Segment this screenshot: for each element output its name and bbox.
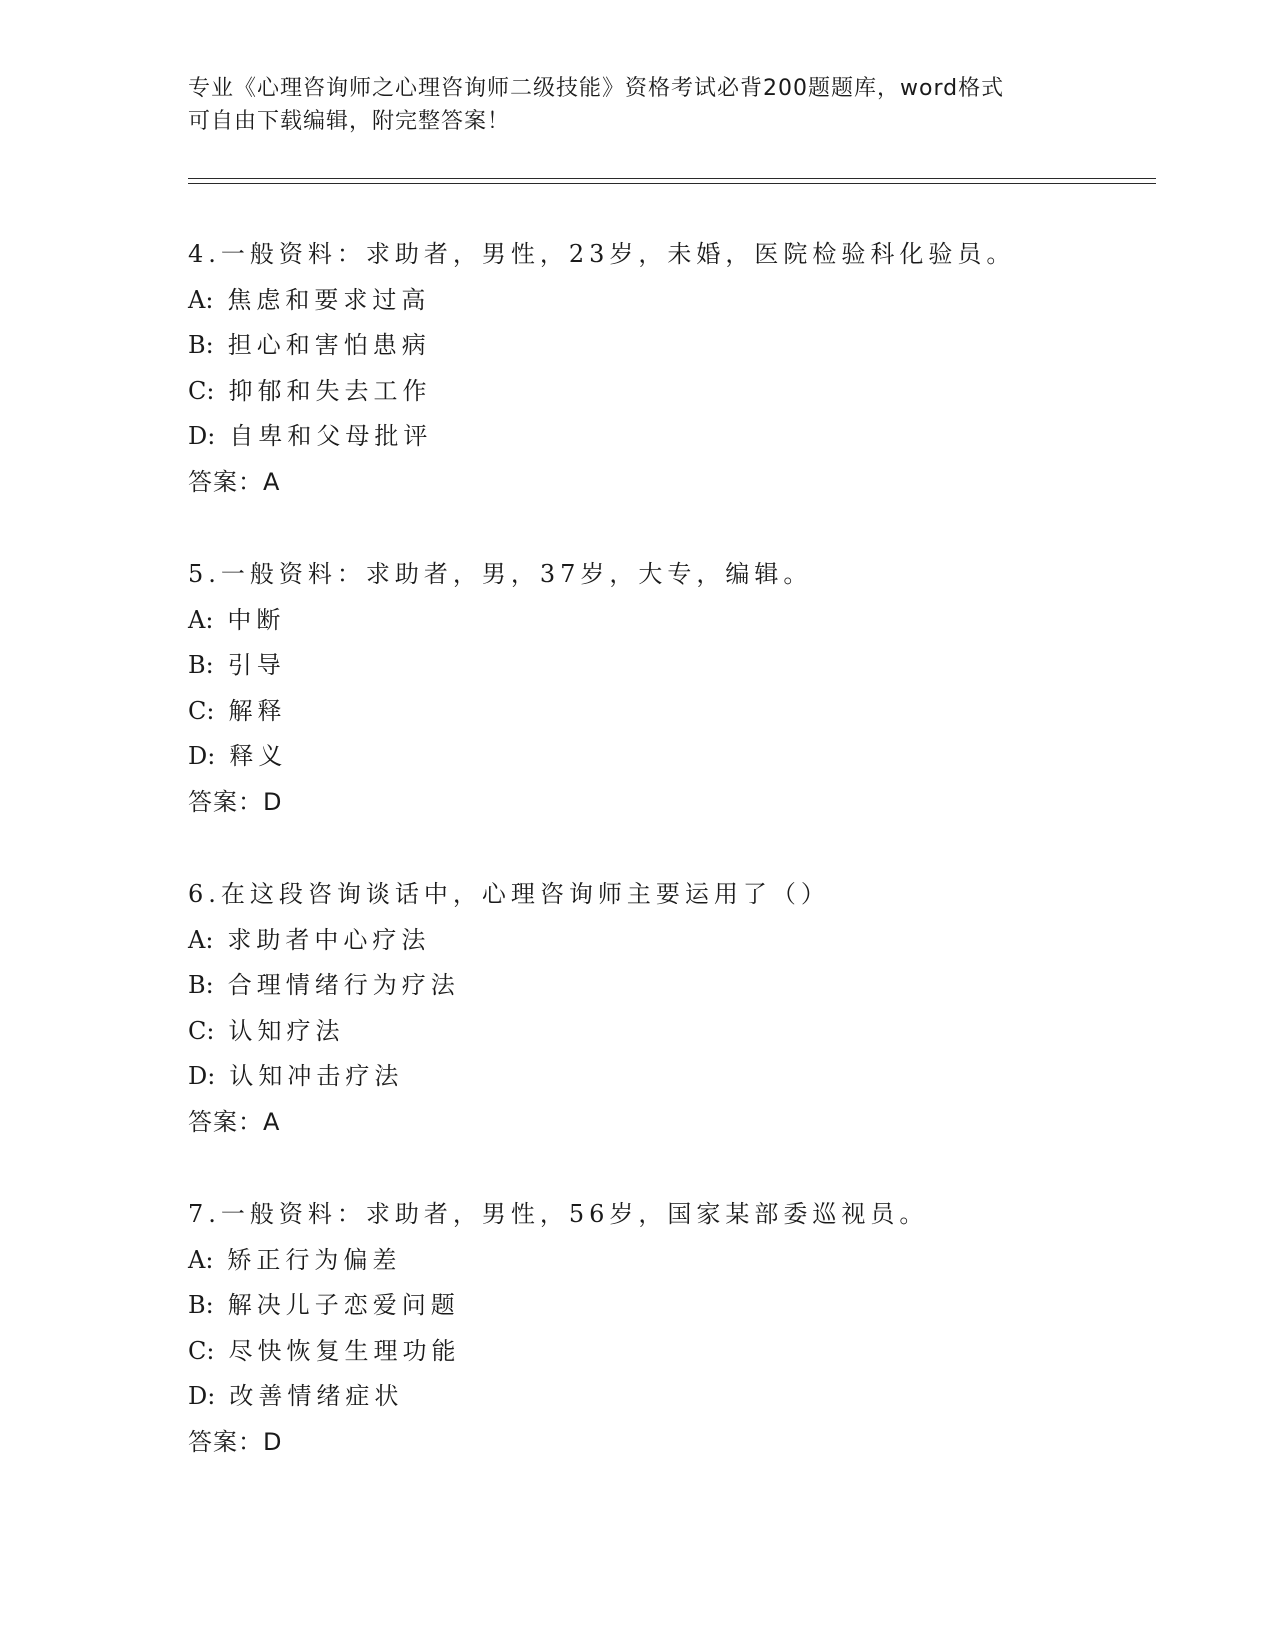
option-text: 认知疗法 — [228, 1016, 345, 1045]
option-text: 认知冲击疗法 — [229, 1062, 404, 1091]
option-d — [188, 1374, 1148, 1420]
option-key: C: — [188, 376, 215, 405]
question-stem: 5.一般资料：求助者，男，37岁，大专，编辑。 — [188, 560, 813, 588]
question-stem: 7.一般资料：求助者，男性，56岁，国家某部委巡视员。 — [188, 1200, 929, 1228]
option-text: 自卑和父母批评 — [229, 422, 433, 451]
option-d — [188, 1054, 1148, 1100]
answer-line: 答案：D — [188, 787, 283, 816]
option-text: 解决儿子恋爱问题 — [227, 1291, 460, 1320]
option-text: 矫正行为偏差 — [227, 1245, 402, 1274]
option-text: 焦虑和要求过高 — [227, 285, 431, 314]
answer-line: 答案：D — [188, 1427, 283, 1456]
option-text: 求助者中心疗法 — [227, 925, 431, 954]
option-key: C: — [188, 696, 215, 725]
option-b — [188, 643, 1148, 689]
option-key: A: — [188, 1245, 214, 1274]
option-d — [188, 414, 1148, 460]
option-text: 中断 — [227, 605, 286, 634]
option-a — [188, 598, 1148, 644]
option-key: D: — [188, 1062, 216, 1091]
question-list — [188, 232, 1148, 1512]
option-text: 释义 — [229, 742, 288, 771]
option-text: 尽快恢复生理功能 — [228, 1336, 461, 1365]
option-text: 引导 — [227, 651, 286, 680]
option-c — [188, 1329, 1148, 1375]
option-text: 担心和害怕患病 — [227, 331, 431, 360]
answer-line: 答案：A — [188, 1107, 281, 1136]
header-line-2: 可自由下载编辑，附完整答案！ — [188, 109, 511, 134]
option-key: A: — [188, 285, 214, 314]
option-key: D: — [188, 1382, 216, 1411]
option-key: B: — [188, 971, 214, 1000]
document-header — [188, 72, 1088, 138]
question-stem: 6.在这段咨询谈话中，心理咨询师主要运用了（） — [188, 880, 830, 908]
option-key: A: — [188, 925, 214, 954]
question-stem: 4.一般资料：求助者，男性，23岁，未婚，医院检验科化验员。 — [188, 240, 1016, 268]
answer-line: 答案：A — [188, 467, 281, 496]
option-key: D: — [188, 742, 216, 771]
option-key: A: — [188, 605, 214, 634]
question-5 — [188, 552, 1148, 872]
header-divider-bottom — [188, 183, 1156, 184]
option-key: C: — [188, 1016, 215, 1045]
option-c — [188, 369, 1148, 415]
question-7 — [188, 1192, 1148, 1512]
question-4 — [188, 232, 1148, 552]
option-d — [188, 734, 1148, 780]
header-divider-top — [188, 178, 1156, 179]
option-key: D: — [188, 422, 216, 451]
option-c — [188, 689, 1148, 735]
option-text: 抑郁和失去工作 — [228, 376, 432, 405]
option-b — [188, 963, 1148, 1009]
option-a — [188, 278, 1148, 324]
option-b — [188, 323, 1148, 369]
option-text: 合理情绪行为疗法 — [227, 971, 460, 1000]
option-a — [188, 1238, 1148, 1284]
header-line-1: 专业《心理咨询师之心理咨询师二级技能》资格考试必背200题题库，word格式 — [188, 76, 1005, 101]
option-key: C: — [188, 1336, 215, 1365]
option-b — [188, 1283, 1148, 1329]
option-c — [188, 1009, 1148, 1055]
option-key: B: — [188, 331, 214, 360]
option-key: B: — [188, 1291, 214, 1320]
option-text: 改善情绪症状 — [229, 1382, 404, 1411]
option-text: 解释 — [228, 696, 287, 725]
question-6 — [188, 872, 1148, 1192]
option-key: B: — [188, 651, 214, 680]
option-a — [188, 918, 1148, 964]
